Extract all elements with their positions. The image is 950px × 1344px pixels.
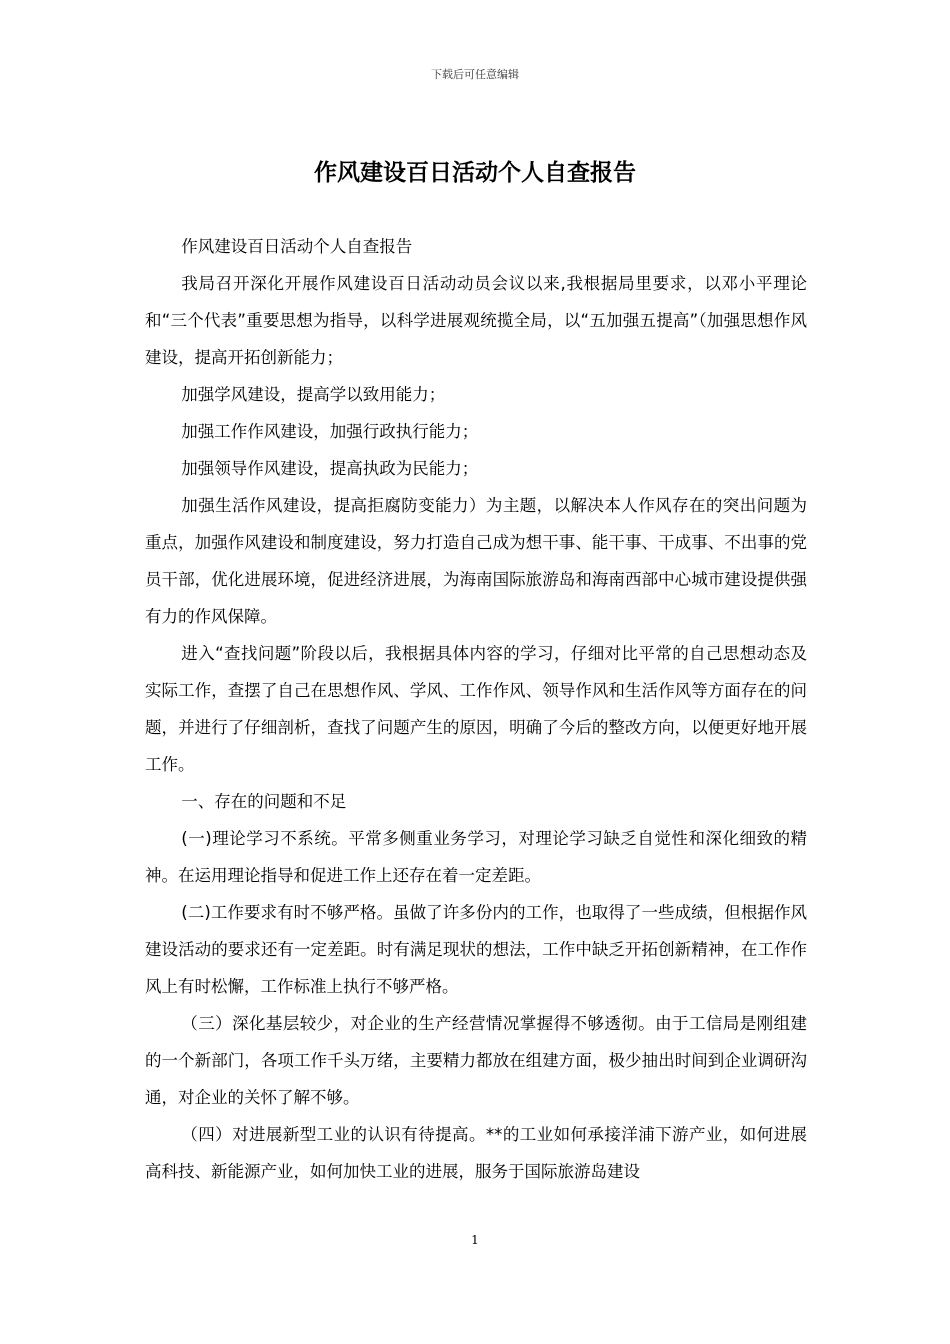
document-body [145, 228, 807, 1190]
section-heading: 一、存在的问题和不足 [181, 792, 347, 811]
paragraph: 进入“查找问题”阶段以后，我根据具体内容的学习，仔细对比平常的自己思想动态及实际工作，查摆了自己在思想作风、学风、工作作风、领导作风和生活作风等方面存在的问题，并进行了仔细剖析，查找了问题产生的原因，明确了今后的整改方向，以便更好地开展工作。 [145, 644, 807, 774]
page-number: 1 [471, 1233, 479, 1247]
paragraph: (二)工作要求有时不够严格。虽做了许多份内的工作，也取得了一些成绩，但根据作风建设活动的要求还有一定差距。时有满足现状的想法，工作中缺乏开拓创新精神，在工作作风上有时松懈，工作标准上执行不够严格。 [145, 903, 807, 996]
paragraph: （三）深化基层较少，对企业的生产经营情况掌握得不够透彻。由于工信局是刚组建的一个新部门，各项工作千头万绪，主要精力都放在组建方面，极少抽出时间到企业调研沟通，对企业的关怀了解不够。 [145, 1014, 807, 1107]
paragraph: （四）对进展新型工业的认识有待提高。**的工业如何承接洋浦下游产业，如何进展高科技、新能源产业，如何加快工业的进展，服务于国际旅游岛建设 [145, 1125, 807, 1181]
paragraph: 加强生活作风建设，提高拒腐防变能力）为主题，以解决本人作风存在的突出问题为重点，加强作风建设和制度建设，努力打造自己成为想干事、能干事、干成事、不出事的党员干部，优化进展环境，促进经济进展，为海南国际旅游岛和海南西部中心城市建设提供强有力的作风保障。 [145, 496, 807, 626]
document-title: 作风建设百日活动个人自查报告 [314, 160, 636, 186]
paragraph: 加强学风建设，提高学以致用能力； [181, 385, 446, 404]
paragraph: 我局召开深化开展作风建设百日活动动员会议以来,我根据局里要求，以邓小平理论和“三个代表”重要思想为指导，以科学进展观统揽全局，以“五加强五提高”（加强思想作风建设，提高开拓创新能力； [145, 274, 807, 367]
paragraph: (一)理论学习不系统。平常多侧重业务学习，对理论学习缺乏自觉性和深化细致的精神。在运用理论指导和促进工作上还存在着一定差距。 [145, 829, 807, 885]
paragraph: 加强工作作风建设，加强行政执行能力； [181, 422, 479, 441]
paragraph: 作风建设百日活动个人自查报告 [181, 237, 413, 256]
header-note: 下载后可任意编辑 [431, 68, 519, 81]
paragraph: 加强领导作风建设，提高执政为民能力； [181, 459, 479, 478]
